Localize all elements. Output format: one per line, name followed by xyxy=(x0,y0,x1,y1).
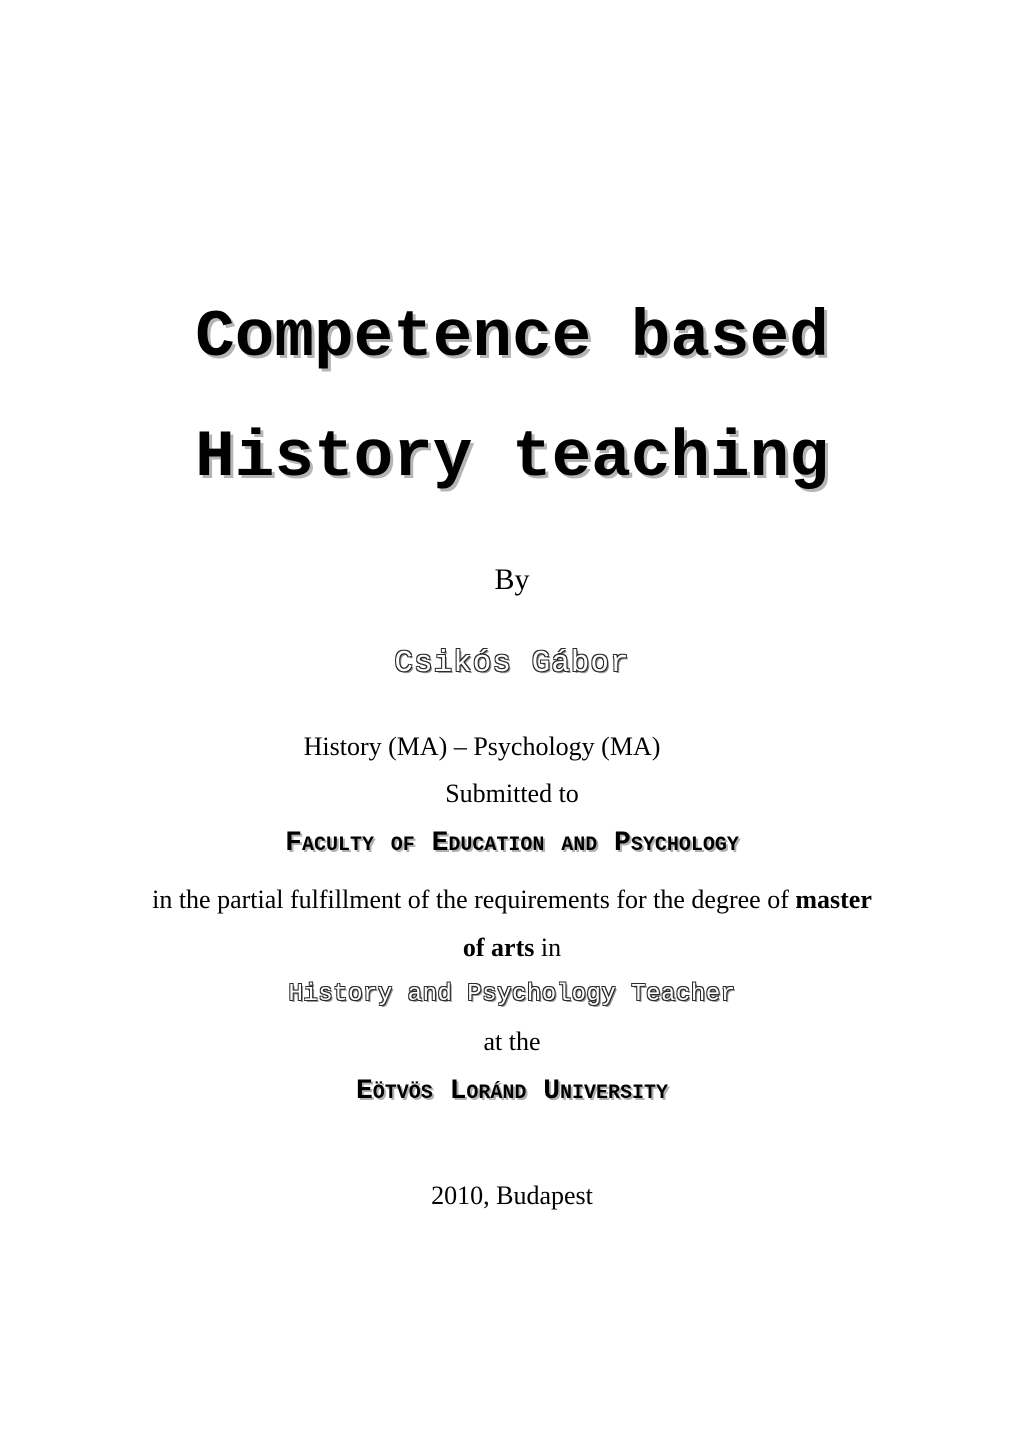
thesis-title-line-2: History teaching xyxy=(195,420,829,495)
date-place: 2010, Budapest xyxy=(431,1181,593,1210)
fulfillment-statement-continued xyxy=(0,932,1024,964)
faculty-name: Faculty of Education and Psychology xyxy=(285,828,739,859)
degree-name-part-1: master xyxy=(795,885,872,914)
at-the-label: at the xyxy=(483,1027,541,1056)
university-name: Eötvös Loránd University xyxy=(355,1076,669,1107)
submitted-to-label: Submitted to xyxy=(445,779,579,808)
fulfillment-statement xyxy=(0,884,1024,916)
fulfillment-in: in xyxy=(534,933,562,962)
fulfillment-text: in the partial fulfillment of the requirements for the degree of xyxy=(152,885,796,914)
degree-name-part-2: of arts xyxy=(462,933,535,962)
specialization: History and Psychology Teacher xyxy=(288,981,736,1008)
by-label: By xyxy=(494,563,530,596)
thesis-title-line-1: Competence based xyxy=(195,300,829,375)
degree-programme: History (MA) – Psychology (MA) xyxy=(303,732,661,761)
author-name: Csikós Gábor xyxy=(394,646,630,681)
